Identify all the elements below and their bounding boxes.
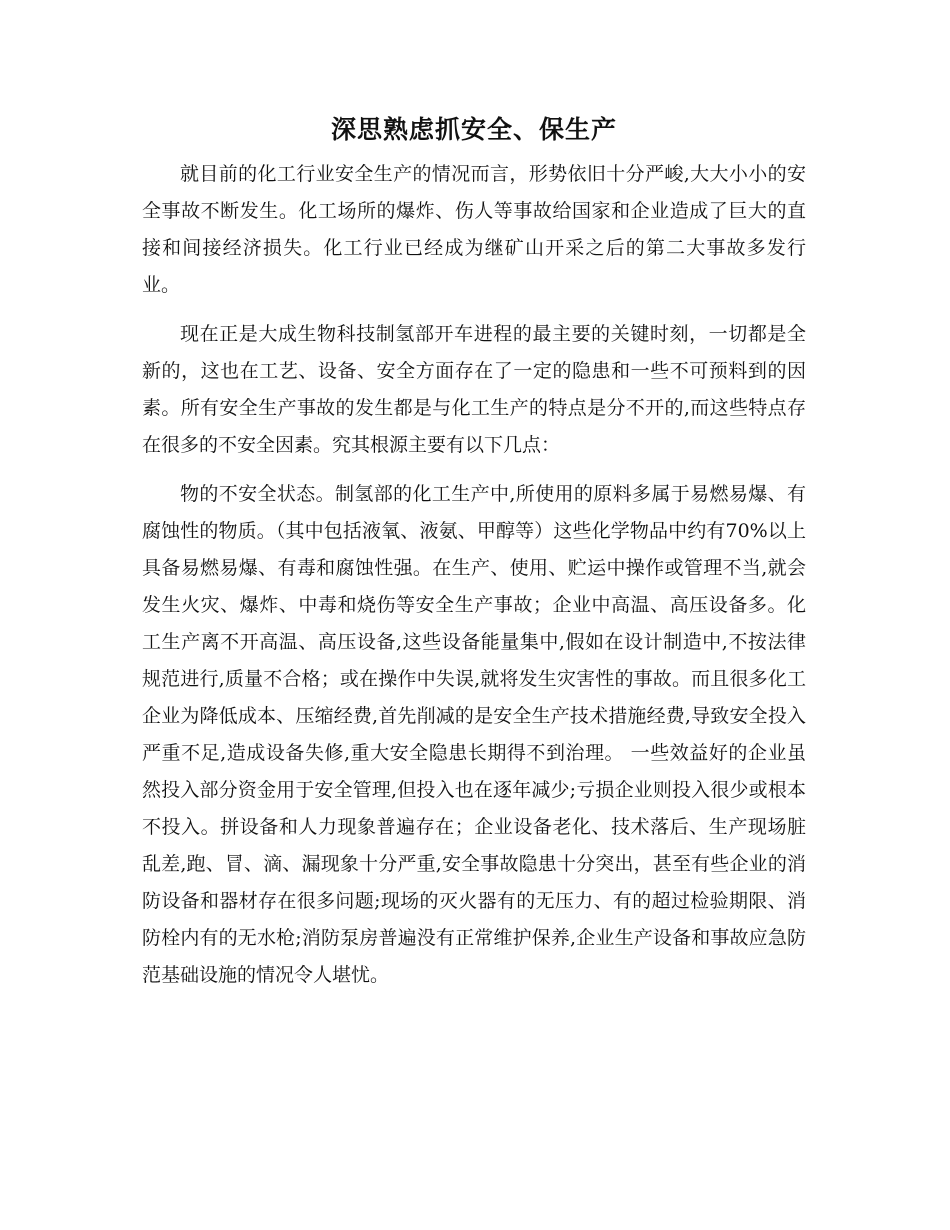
paragraph-2: 现在正是大成生物科技制氢部开车进程的最主要的关键时刻，一切都是全新的，这也在工艺、设备、安全方面存在了一定的隐患和一些不可预料到的因素。所有安全生产事故的发生都是与化工生产的特点是分不开的,而这些特点存在很多的不安全因素。究其根源主要有以下几点：	[142, 323, 806, 456]
paragraph-1: 就目前的化工行业安全生产的情况而言，形势依旧十分严峻,大大小小的安全事故不断发生。化工场所的爆炸、伤人等事故给国家和企业造成了巨大的直接和间接经济损失。化工行业已经成为继矿山开采之后的第二大事故多发行业。	[142, 163, 806, 296]
document-page	[142, 110, 806, 1006]
paragraph-3: 物的不安全状态。制氢部的化工生产中,所使用的原料多属于易燃易爆、有腐蚀性的物质。（其中包括液氧、液氨、甲醇等）这些化学物品中约有70%以上具备易燃易爆、有毒和腐蚀性强。在生产、使用、贮运中操作或管理不当,就会发生火灾、爆炸、中毒和烧伤等安全生产事故；企业中高温、高压设备多。化工生产离不开高温、高压设备,这些设备能量集中,假如在设计制造中,不按法律规范进行,质量不合格；或在操作中失误,就将发生灾害性的事故。而且很多化工企业为降低成本、压缩经费,首先削减的是安全生产技术措施经费,导致安全投入严重不足,造成设备失修,重大安全隐患长期得不到治理。 一些效益好的企业虽然投入部分资金用于安全管理,但投入也在逐年减少;亏损企业则投入很少或根本不投入。拼设备和人力现象普遍存在；企业设备老化、技术落后、生产现场脏乱差,跑、冒、滴、漏现象十分严重,安全事故隐患十分突出，甚至有些企业的消防设备和器材存在很多问题;现场的灭火器有的无压力、有的超过检验期限、消防栓内有的无水枪;消防泵房普遍没有正常维护保养,企业生产设备和事故应急防范基础设施的情况令人堪忧。	[142, 483, 806, 986]
document-title: 深思熟虑抓安全、保生产	[330, 115, 617, 144]
